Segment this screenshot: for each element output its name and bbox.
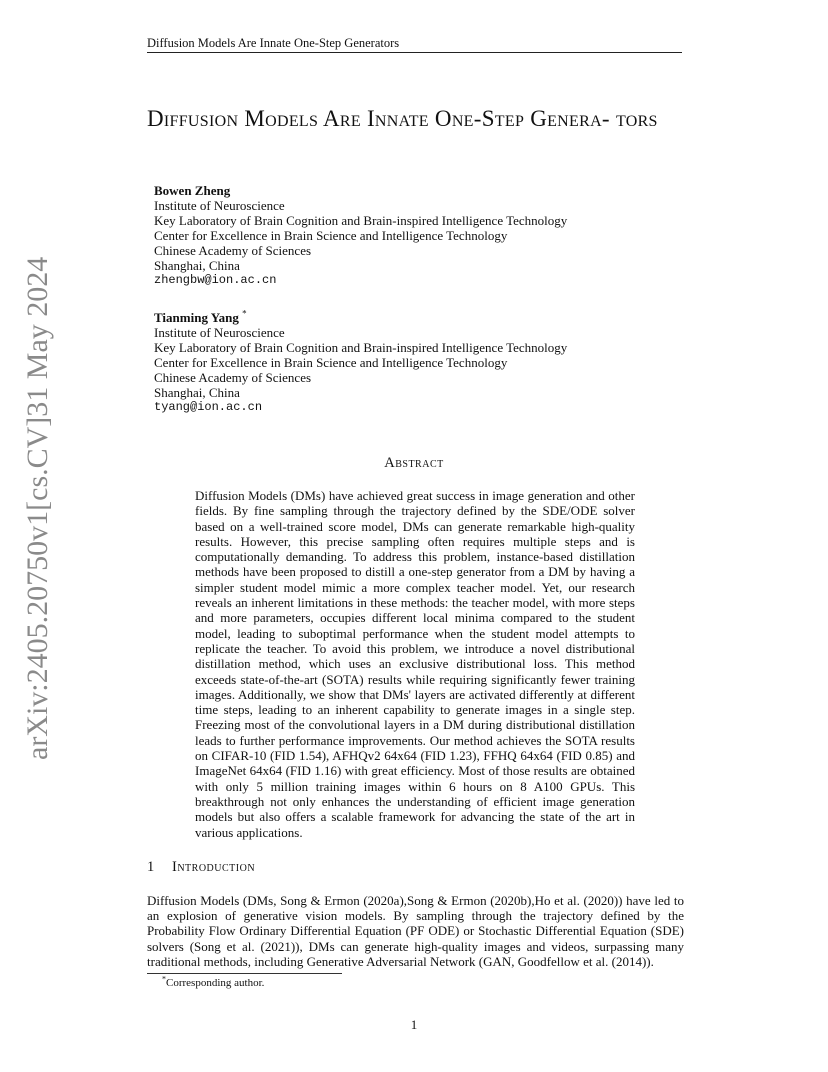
abstract-heading: Abstract bbox=[384, 455, 444, 471]
author-email[interactable]: zhengbw@ion.ac.cn bbox=[154, 273, 277, 287]
abstract-text: Diffusion Models (DMs) have achieved great success in image generation and other fields. By fine sampling through the trajectory defined by the SDE/ODE solver based on a well-trained score model, DMs can generate remarkable high-quality results. However, this precise sampling often requires multiple steps and is computationally demanding. To address this problem, instance-based distillation methods have been proposed to distill a one-step generator from a DM by having a simpler student model mimic a more complex teacher model. Yet, our research reveals an inherent limitations in these methods: the teacher model, with more steps and more parameters, occupies different local minima compared to the student model, leading to suboptimal performance when the student model attempts to replicate the teacher. To avoid this problem, we introduce a novel distributional distillation method, which uses an exclusive distributional loss. This method exceeds state-of-the-art (SOTA) results while requiring significantly fewer training images. Additionally, we show that DMs' layers are activated differently at different time steps, leading to an inherent capability to generate images in a single step. Freezing most of the convolutional layers in a DM during distributional distillation leads to further performance improvements. Our method achieves the SOTA results on CIFAR-10 (FID 1.54), AFHQv2 64x64 (FID 1.23), FFHQ 64x64 (FID 0.85) and ImageNet 64x64 (FID 1.16) with great efficiency. Most of those results are obtained with only 5 million training images within 6 hours on 8 A100 GPUs. This breakthrough not only enhances the understanding of efficient image generation models but also offers a scalable framework for advancing the state of the art in various applications. bbox=[195, 488, 635, 840]
footnote-text: Corresponding author. bbox=[166, 977, 265, 989]
affiliation-line: Shanghai, China bbox=[154, 258, 240, 273]
paper-title: Diffusion Models Are Innate One-Step Genera- tors bbox=[147, 106, 658, 131]
affiliation-line: Key Laboratory of Brain Cognition and Brain-inspired Intelligence Technology bbox=[154, 213, 568, 228]
affiliation-line: Key Laboratory of Brain Cognition and Brain-inspired Intelligence Technology bbox=[154, 340, 568, 355]
footnote-divider bbox=[147, 973, 342, 974]
section-title: Introduction bbox=[172, 859, 256, 875]
author-name: Bowen Zheng bbox=[154, 183, 231, 198]
affiliation-line: Chinese Academy of Sciences bbox=[154, 243, 312, 258]
affiliation-line: Institute of Neuroscience bbox=[154, 198, 285, 213]
section-heading-introduction bbox=[147, 859, 255, 876]
running-header bbox=[147, 36, 682, 53]
author-block-2 bbox=[154, 310, 674, 415]
corresponding-author-marker: * bbox=[242, 308, 247, 319]
footnote-marker: * bbox=[162, 974, 166, 984]
affiliation-line: Center for Excellence in Brain Science and Intelligence Technology bbox=[154, 228, 508, 243]
page-number: 1 bbox=[410, 1017, 418, 1032]
author-name: Tianming Yang * bbox=[154, 308, 247, 325]
affiliation-line: Chinese Academy of Sciences bbox=[154, 370, 312, 385]
introduction-text: Diffusion Models (DMs, Song & Ermon (2020a),Song & Ermon (2020b),Ho et al. (2020)) have led to an explosion of generative vision models. By sampling through the trajectory defined by the Probability Flow Ordinary Differential Equation (PF ODE) or Stochastic Differential Equation (SDE) solvers (Song et al. (2021)), DMs can generate high-quality images and videos, surpassing many traditional methods, including Generative Adversarial Network (GAN, Goodfellow et al. (2014)). bbox=[147, 893, 684, 969]
arxiv-id: arXiv:2405.20750v1 bbox=[21, 510, 54, 760]
author-email[interactable]: tyang@ion.ac.cn bbox=[154, 400, 263, 414]
arxiv-category: [cs.CV] bbox=[21, 416, 54, 511]
affiliation-line: Shanghai, China bbox=[154, 385, 240, 400]
running-title: Diffusion Models Are Innate One-Step Generators bbox=[147, 36, 400, 50]
footnote bbox=[162, 974, 265, 990]
affiliation-line: Center for Excellence in Brain Science and Intelligence Technology bbox=[154, 355, 508, 370]
author-block-1 bbox=[154, 183, 674, 288]
arxiv-identifier-stamp bbox=[21, 256, 55, 760]
arxiv-date: 31 May 2024 bbox=[21, 256, 54, 417]
section-number: 1 bbox=[147, 859, 155, 875]
affiliation-line: Institute of Neuroscience bbox=[154, 325, 285, 340]
